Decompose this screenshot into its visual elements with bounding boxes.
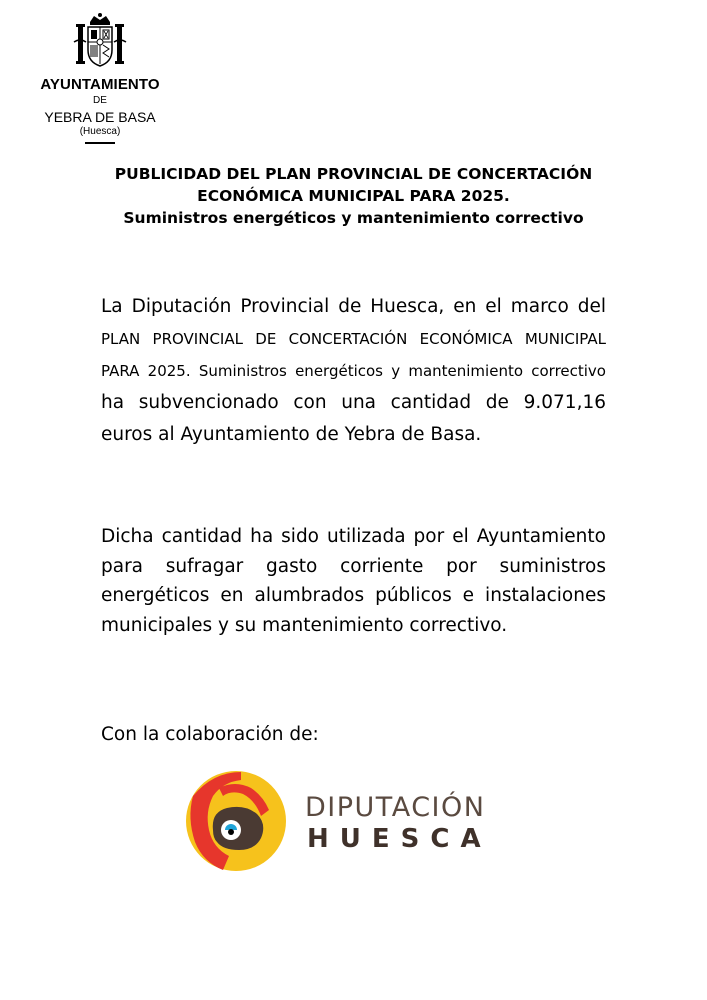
subsidy-outro: ha subvencionado con una cantidad de 9.071,16 euros al Ayuntamiento de Yebra de Basa. <box>101 392 606 445</box>
title-line-2: ECONÓMICA MUNICIPAL PARA 2025. <box>197 187 510 205</box>
usage-paragraph: Dicha cantidad ha sido utilizada por el Ayuntamiento para sufragar gasto corriente por suministros energéticos en alumbrados públicos e instalaciones municipales y su mantenimiento correctivo. <box>101 526 606 636</box>
subsidy-intro: La Diputación Provincial de Huesca, en el marco del <box>101 296 606 317</box>
partner-name-line-2: HUESCA <box>307 824 492 854</box>
municipality-town: YEBRA DE BASA <box>44 109 156 125</box>
title-line-1: PUBLICIDAD DEL PLAN PROVINCIAL DE CONCERTACIÓN <box>114 165 593 183</box>
municipality-name: AYUNTAMIENTO <box>40 76 160 93</box>
subsidy-paragraph <box>101 291 606 451</box>
diputacion-huesca-logo <box>183 768 513 874</box>
collaboration-label: Con la colaboración de: <box>101 724 319 745</box>
header-divider <box>85 142 115 144</box>
partner-name-line-1: DIPUTACIÓN <box>305 792 486 823</box>
municipality-header <box>20 12 180 144</box>
municipality-de: DE <box>93 95 107 106</box>
plan-name: PLAN PROVINCIAL DE CONCERTACIÓN ECONÓMICA MUNICIPAL PARA 2025. Suministros energéticos y mantenimiento correctivo <box>101 330 606 380</box>
document-title <box>60 163 647 229</box>
municipality-province: (Huesca) <box>79 126 121 137</box>
coat-of-arms-icon <box>70 12 130 72</box>
diputacion-emblem-icon <box>183 768 289 874</box>
title-line-3: Suministros energéticos y mantenimiento correctivo <box>123 209 584 227</box>
